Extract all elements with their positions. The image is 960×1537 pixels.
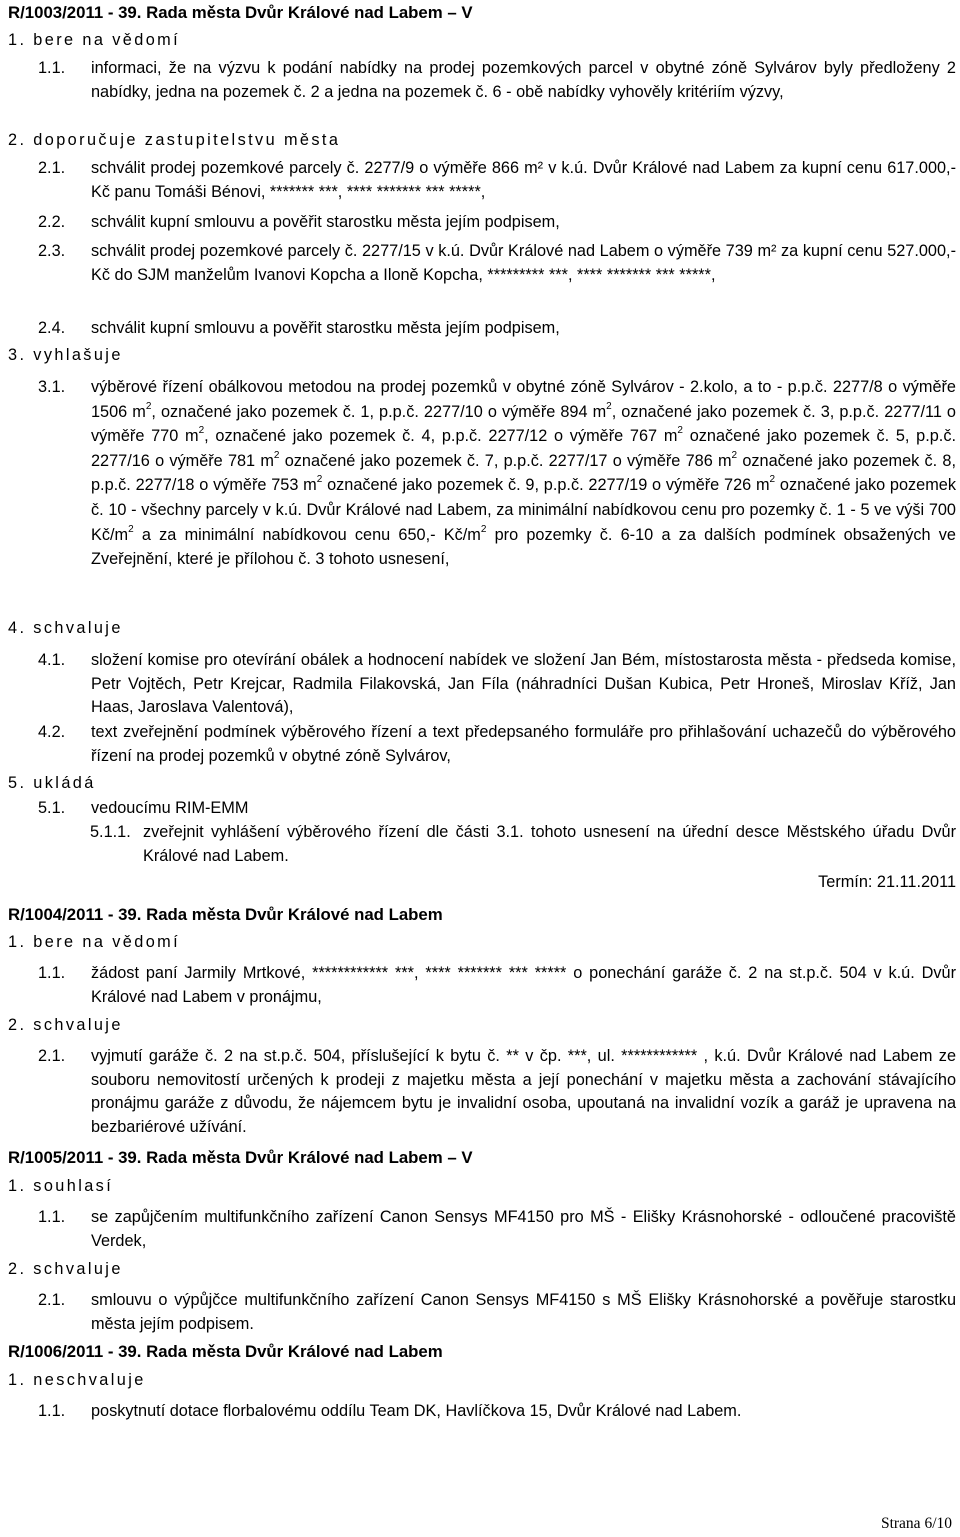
resolution-item (38, 240, 956, 287)
deadline: Termín: 21.11.2011 (818, 873, 956, 891)
item-number: 2.3. (38, 242, 66, 260)
resolution-item (38, 1045, 956, 1139)
resolution-item (38, 721, 956, 768)
item-number: 3.1. (38, 378, 66, 396)
resolution-item (38, 649, 956, 720)
resolution-item (38, 962, 956, 1009)
section-heading: 1. bere na vědomí (8, 31, 181, 49)
item-text: schválit prodej pozemkové parcely č. 2277/9 o výměře 866 m² v k.ú. Dvůr Králové nad Labem za kupní cenu 617.000,- Kč panu Tomáši Bénovi, ******* ***, **** ******* *** *****, (91, 159, 956, 201)
item-number: 2.1. (38, 1291, 66, 1309)
item-text: smlouvu o výpůjčce multifunkčního zařízení Canon Sensys MF4150 s MŠ Elišky Krásnohorské a pověřuje starostku města jejím podpisem. (91, 1291, 956, 1333)
item-text: schválit prodej pozemkové parcely č. 2277/15 v k.ú. Dvůr Králové nad Labem o výměře 739 m² za kupní cenu 527.000,- Kč do SJM manželům Ivanovi Kopcha a Iloně Kopcha, ********* ***, **** ******* *** *****, (91, 242, 956, 284)
item-number: 2.1. (38, 159, 66, 177)
section-heading: 1. souhlasí (8, 1177, 114, 1195)
item-text: vedoucímu RIM-EMM (91, 799, 249, 817)
item-number: 1.1. (38, 1402, 66, 1420)
item-text: schválit kupní smlouvu a pověřit starostku města jejím podpisem, (91, 319, 560, 337)
item-number: 5.1.1. (90, 823, 131, 841)
resolution-item (38, 797, 956, 821)
page-number: Strana 6/10 (880, 1515, 952, 1532)
resolution-item (38, 317, 956, 341)
item-number: 4.1. (38, 651, 66, 669)
item-number: 2.2. (38, 213, 66, 231)
section-heading: 5. ukládá (8, 774, 96, 792)
resolution-heading: R/1003/2011 - 39. Rada města Dvůr Králové nad Labem – V (8, 3, 473, 22)
section-heading: 2. schvaluje (8, 1260, 123, 1278)
item-text: složení komise pro otevírání obálek a hodnocení nabídek ve složení Jan Bém, místostarosta města - předseda komise, Petr Vojtěch, Petr Krejcar, Radmila Filakovská, Jan Fíla (náhradníci Dušan Kubica, Petr Hroneš, Miroslav Kříž, Jan Haas, Jaroslava Valentová), (91, 651, 956, 717)
section-heading: 4. schvaluje (8, 619, 123, 637)
resolution-item (38, 375, 957, 572)
item-text: schválit kupní smlouvu a pověřit starostku města jejím podpisem, (91, 213, 560, 231)
item-number: 4.2. (38, 723, 66, 741)
section-heading: 1. neschvaluje (8, 1371, 146, 1389)
resolution-item (38, 1206, 956, 1253)
section-heading: 2. doporučuje zastupitelstvu města (8, 131, 341, 149)
item-number: 5.1. (38, 799, 66, 817)
resolution-heading: R/1006/2011 - 39. Rada města Dvůr Králové nad Labem (8, 1342, 443, 1361)
resolution-item (38, 1400, 956, 1424)
item-text: zveřejnit vyhlášení výběrového řízení dle části 3.1. tohoto usnesení na úřední desce Městského úřadu Dvůr Králové nad Labem. (143, 823, 956, 865)
resolution-item (90, 821, 956, 868)
item-text: vyjmutí garáže č. 2 na st.p.č. 504, příslušející k bytu č. ** v čp. ***, ul. ************ , k.ú. Dvůr Králové nad Labem ze souboru nemovitostí určených k prodeji z majetku města a její ponechání v majetku města a zachování stávajícího pronájmu garáže z důvodu, že nájemcem bytu je invalidní osoba, upoutaná na invalidní vozík a garáž je upravena na bezbariérové užívání. (91, 1047, 956, 1136)
section-heading: 1. bere na vědomí (8, 933, 181, 951)
item-text: text zveřejnění podmínek výběrového řízení a text předepsaného formuláře pro přihlašování uchazečů do výběrového řízení na prodej pozemků v obytné zóně Sylvárov, (91, 723, 956, 765)
resolution-item (38, 57, 956, 104)
item-text: žádost paní Jarmily Mrtkové, ************ ***, **** ******* *** ***** o ponechání garáže č. 2 na st.p.č. 504 v k.ú. Dvůr Králové nad Labem v pronájmu, (91, 964, 956, 1006)
item-text: poskytnutí dotace florbalovému oddílu Team DK, Havlíčkova 15, Dvůr Králové nad Labem. (91, 1402, 742, 1420)
resolution-item (38, 1289, 956, 1336)
item-number: 1.1. (38, 59, 66, 77)
item-text: informaci, že na výzvu k podání nabídky na prodej pozemkových parcel v obytné zóně Sylvárov byly předloženy 2 nabídky, jedna na pozemek č. 2 a jedna na pozemek č. 6 - obě nabídky vyhověly kritériím výzvy, (91, 59, 956, 101)
resolution-heading: R/1005/2011 - 39. Rada města Dvůr Králové nad Labem – V (8, 1148, 473, 1167)
resolution-item (38, 211, 956, 235)
item-number: 1.1. (38, 1208, 66, 1226)
section-heading: 2. schvaluje (8, 1016, 123, 1034)
resolution-item (38, 157, 956, 204)
item-number: 2.1. (38, 1047, 66, 1065)
resolution-heading: R/1004/2011 - 39. Rada města Dvůr Králové nad Labem (8, 905, 443, 924)
item-number: 1.1. (38, 964, 66, 982)
section-heading: 3. vyhlašuje (8, 346, 123, 364)
item-text: výběrové řízení obálkovou metodou na prodej pozemků v obytné zóně Sylvárov - 2.kolo, a to - p.p.č. 2277/8 o výměře 1506 $m^2$, označené jako pozemek č. 1, p.p.č. 2277/10 o výměře 894 $m^2$, označené jako pozemek č. 3, p.p.č. 2277/11 o výměře 770 $m^2$, označené jako pozemek č. 4, p.p.č. 2277/12 o výměře 767 $m^2$ označené jako pozemek č. 5, p.p.č. 2277/16 o výměře 781 $m^2$ označené jako pozemek č. 7, p.p.č. 2277/17 o výměře 786 $m^2$ označené jako pozemek č. 8, p.p.č. 2277/18 o výměře 753 $m^2$ označené jako pozemek č. 9, p.p.č. 2277/19 o výměře 726 $m^2$ označené jako pozemek č. 10 - všechny parcely v k.ú. Dvůr Králové nad Labem, za minimální nabídkovou cenu pro pozemky č. 1 - 5 ve výši 700 $Kč/m^2$ a za minimální nabídkovou cenu 650,- $Kč/m^2$ pro pozemky č. 6-10 a za dalších podmínek obsažených ve Zveřejnění, které je přílohou č. 3 tohoto usnesení, (91, 378, 957, 569)
item-number: 2.4. (38, 319, 66, 337)
item-text: se zapůjčením multifunkčního zařízení Canon Sensys MF4150 pro MŠ - Elišky Krásnohorské - odloučené pracoviště Verdek, (91, 1208, 956, 1250)
